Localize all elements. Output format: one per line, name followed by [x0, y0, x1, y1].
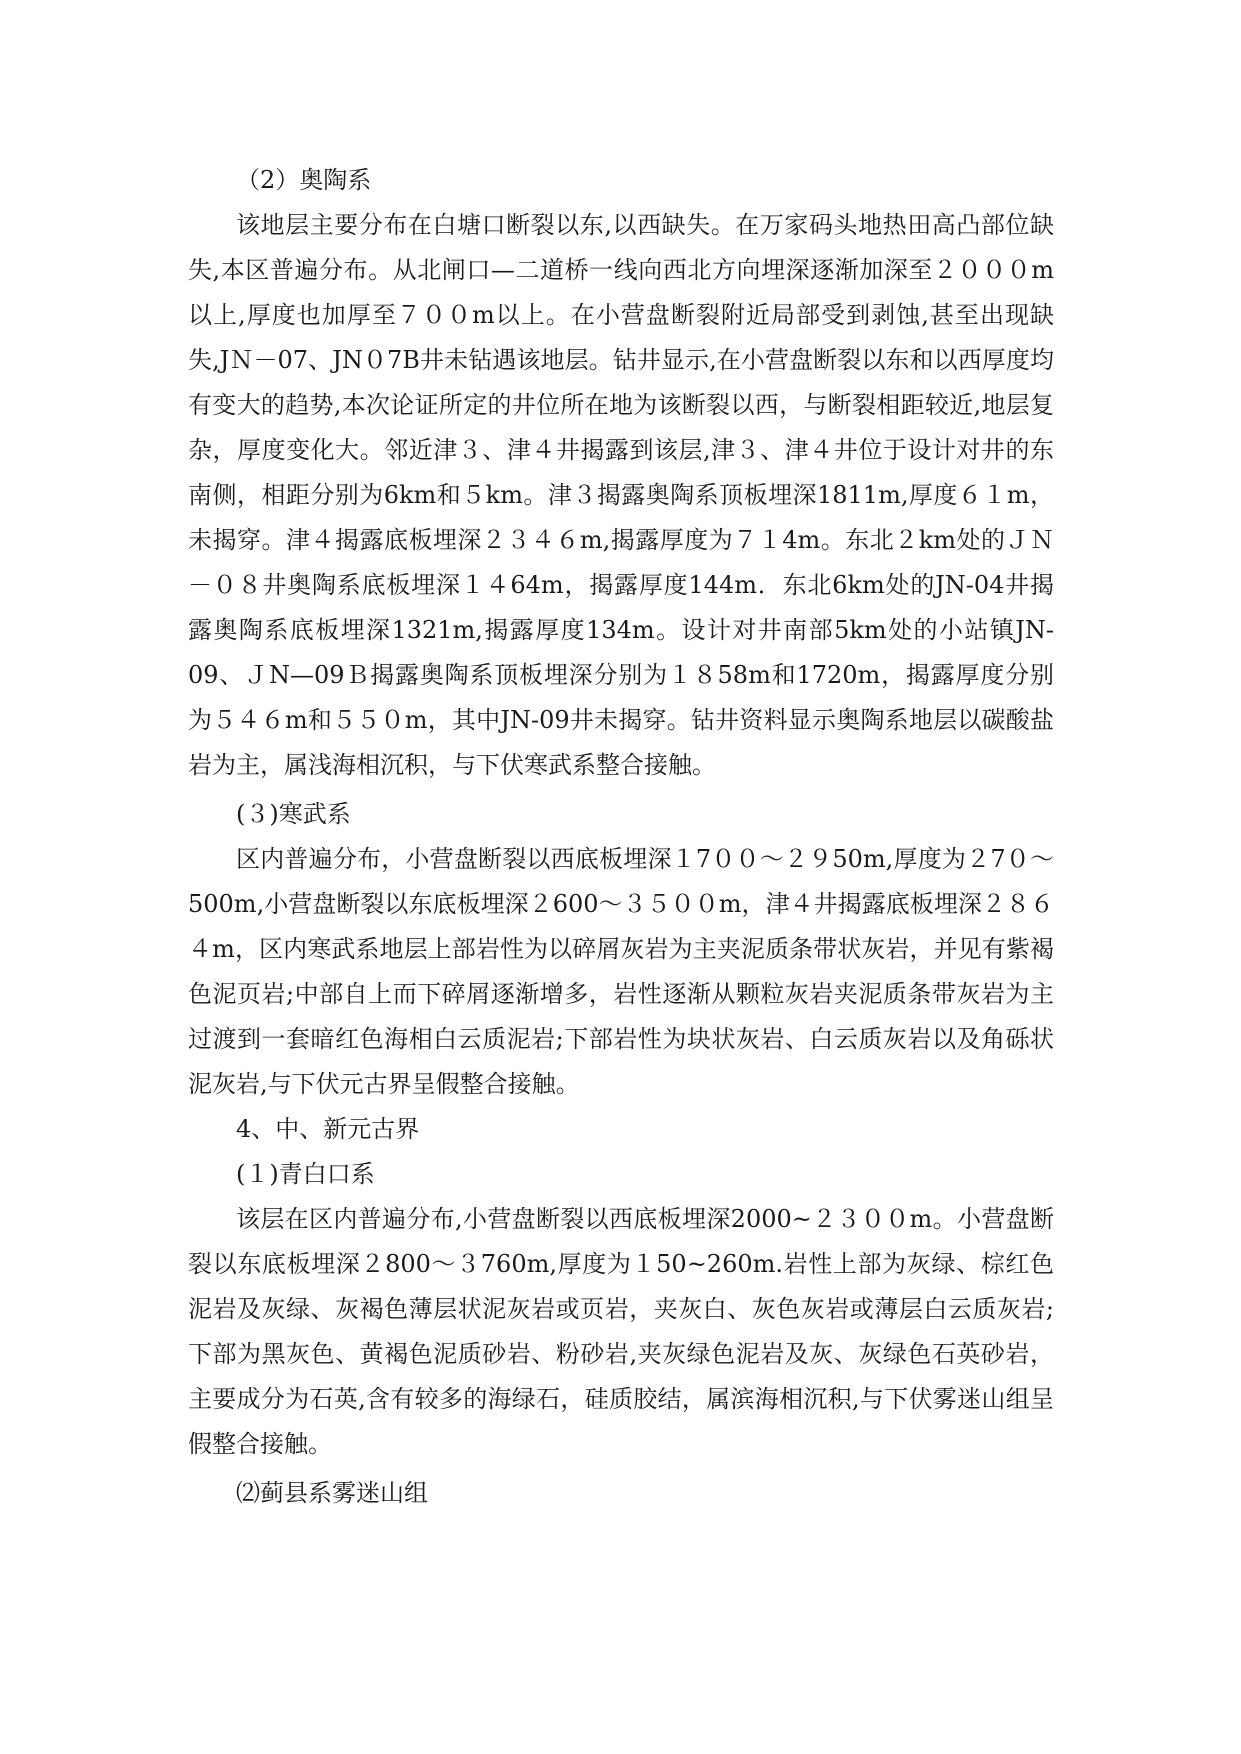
section-heading-qingbaikou: (１)青白口系: [236, 1160, 375, 1188]
document-body: [188, 158, 1054, 1516]
section-heading-ordovician: （2）奥陶系: [236, 166, 372, 194]
section-heading-wumishan: ⑵蓟县系雾迷山组: [236, 1479, 428, 1507]
section-heading-proterozoic: 4、中、新元古界: [236, 1115, 420, 1143]
paragraph-qingbaikou: 该层在区内普遍分布,小营盘断裂以西底板埋深2000~２３００m。小营盘断裂以东底板埋深２800～３760m,厚度为１50~260m.岩性上部为灰绿、棕红色泥岩及灰绿、灰褐色薄层状泥灰岩或页岩，夹灰白、灰色灰岩或薄层白云质灰岩;下部为黑灰色、黄褐色泥质砂岩、粉砂岩,夹灰绿色泥岩及灰、灰绿色石英砂岩，主要成分为石英,含有较多的海绿石，硅质胶结，属滨海相沉积,与下伏雾迷山组呈假整合接触。: [188, 1205, 1054, 1458]
paragraph-cambrian: 区内普遍分布，小营盘断裂以西底板埋深１7００～２９50m,厚度为２7０～500m,小营盘断裂以东底板埋深２600～３５００m，津４井揭露底板埋深２８６４m，区内寒武系地层上部岩性为以碎屑灰岩为主夹泥质条带状灰岩，并见有紫褐色泥页岩;中部自上而下碎屑逐渐增多，岩性逐渐从颗粒灰岩夹泥质条带灰岩为主过渡到一套暗红色海相白云质泥岩;下部岩性为块状灰岩、白云质灰岩以及角砾状泥灰岩,与下伏元古界呈假整合接触。: [188, 845, 1054, 1098]
section-heading-cambrian: (３)寒武系: [236, 800, 351, 828]
paragraph-ordovician: 该地层主要分布在白塘口断裂以东,以西缺失。在万家码头地热田高凸部位缺失,本区普遍分布。从北闸口—二道桥一线向西北方向埋深逐渐加深至２０００m以上,厚度也加厚至７００m以上。在小营盘断裂附近局部受到剥蚀,甚至出现缺失,JＮ－07、JN０7B井未钻遇该地层。钻井显示,在小营盘断裂以东和以西厚度均有变大的趋势,本次论证所定的井位所在地为该断裂以西，与断裂相距较近,地层复杂，厚度变化大。邻近津３、津４井揭露到该层,津３、津４井位于设计对井的东南侧，相距分别为6km和５km。津３揭露奥陶系顶板埋深1811m,厚度６１m，未揭穿。津４揭露底板埋深２３４６m,揭露厚度为７１4m。东北２km处的ＪＮ－０８井奥陶系底板埋深１４64m，揭露厚度144m．东北6km处的JN-04井揭露奥陶系底板埋深1321m,揭露厚度134m。设计对井南部5km处的小站镇JN-09、ＪN—09Ｂ揭露奥陶系顶板埋深分别为１８58m和1720m，揭露厚度分别为５４６m和５５０m，其中JN-09井未揭穿。钻井资料显示奥陶系地层以碳酸盐岩为主，属浅海相沉积，与下伏寒武系整合接触。: [188, 211, 1054, 779]
